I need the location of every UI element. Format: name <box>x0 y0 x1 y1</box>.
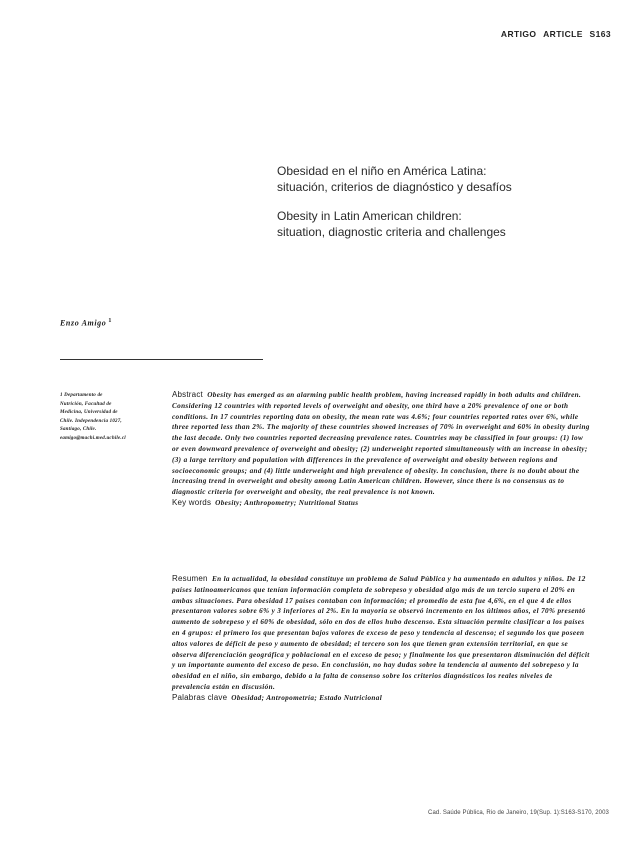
resumen-paragraph <box>172 574 592 693</box>
abstract-section <box>172 390 592 509</box>
abstract-keywords <box>172 498 592 509</box>
title-spanish-line: Obesidad en el niño en América Latina: <box>277 164 487 178</box>
affiliation-line: Nutrición, Facultad de <box>60 401 112 407</box>
title-english-line: Obesity in Latin American children: <box>277 209 462 223</box>
resumen-section <box>172 574 592 704</box>
header-section: ARTIGO <box>500 29 537 39</box>
title-english-line: situation, diagnostic criteria and challenges <box>277 224 506 239</box>
affiliation-line: Chile. Independencia 1027, <box>60 418 122 424</box>
header-page-number: S163 <box>589 29 611 39</box>
title-english <box>277 209 617 240</box>
keywords-values: Obesity; Anthropometry; Nutritional Status <box>215 498 359 507</box>
keywords-label: Key words <box>172 497 212 507</box>
resumen-label: Resumen <box>172 574 208 583</box>
running-header <box>497 29 611 39</box>
palabras-clave-label: Palabras clave <box>172 692 228 702</box>
author-name-text: Enzo Amigo <box>60 318 107 328</box>
header-section-en: ARTICLE <box>543 29 583 39</box>
resumen-keywords <box>172 693 592 704</box>
abstract-label: Abstract <box>172 390 203 399</box>
abstract-paragraph <box>172 390 592 498</box>
resumen-text: En la actualidad, la obesidad constituye un problema de Salud Pública y ha aumentado en adultos y niños. De 12 países latinoamericanos que tenían información completa de sobrepeso y obesidad algo más de un tercio supera el 20% en ambas situaciones. Para obesidad 17 países contaban con información; el promedio de esta fue 4,6%, en el que 4 de ellos presentaron valores sobre 6% y 3 inferiores al 2%. En la mayoría se observó incremento en los últimos años, el 70% presentó aumento de sobrepeso y el 60% de obesidad, sólo en dos de ellos hubo descenso. Esta situación permite clasificar a los países en 4 grupos: el primero los que presentan bajos valores de exceso de peso y tendencia al descenso; el segundo los que poseen altos valores de déficit de peso y aumento de obesidad; el tercero son los que tienen gran extensión territorial, en que se observa diferenciación geográfica y poblacional en el exceso de peso; y finalmente los que presentaron disminución del déficit y un importante aumento del exceso de peso. En conclusión, no hay dudas sobre la tendencia al aumento del sobrepeso y la obesidad en el niño, sin embargo, debido a la falta de consenso sobre los criterios diagnósticos los reales niveles de prevalencia están en discusión. <box>172 575 590 691</box>
affiliation-email: eamigo@machi.med.uchile.cl <box>60 435 126 441</box>
affiliation-line: Medicina, Universidad de <box>60 410 118 415</box>
abstract-text: Obesity has emerged as an alarming public health problem, having increased rapidly in both adults and children. Considering 12 countries with reported levels of overweight and obesity, one third have a 20% prevalence of one or both conditions. In 17 countries reporting data on obesity, the mean rate was 4.6%; four countries reported rates over 6%, while three reported less than 2%. The majority of these countries showed increases of 70% in overweight and 60% in obesity during the last decade. Only two countries reported decreasing prevalence rates. Countries may be classified in four groups: (1) low or even downward prevalence of overweight and obesity; (2) underweight reported simultaneously with an increase in obesity; (3) a large territory and population with differences in the prevalence of overweight and obesity between regions and socioeconomic groups; and (4) little underweight and high prevalence of obesity. In conclusion, there is no doubt about the increasing trend in overweight and obesity among Latin American children. However, since there is no consensus as to diagnostic criteria for overweight and obesity, the real prevalence is not known. <box>172 391 590 497</box>
article-titles <box>277 164 617 240</box>
citation-footer: Cad. Saúde Pública, Rio de Janeiro, 19(Sup. 1):S163-S170, 2003 <box>428 810 609 816</box>
divider-rule <box>60 359 263 360</box>
author-name <box>60 318 112 328</box>
title-spanish <box>277 164 617 195</box>
author-affiliation-marker: 1 <box>108 318 112 324</box>
palabras-clave-values: Obesidad; Antropometría; Estado Nutricional <box>231 693 383 702</box>
title-spanish-line: situación, criterios de diagnóstico y desafíos <box>277 179 512 194</box>
affiliation-line: Santiago, Chile. <box>60 427 97 432</box>
affiliation-line: 1 Departamento de <box>60 393 103 398</box>
author-affiliation <box>60 392 168 443</box>
